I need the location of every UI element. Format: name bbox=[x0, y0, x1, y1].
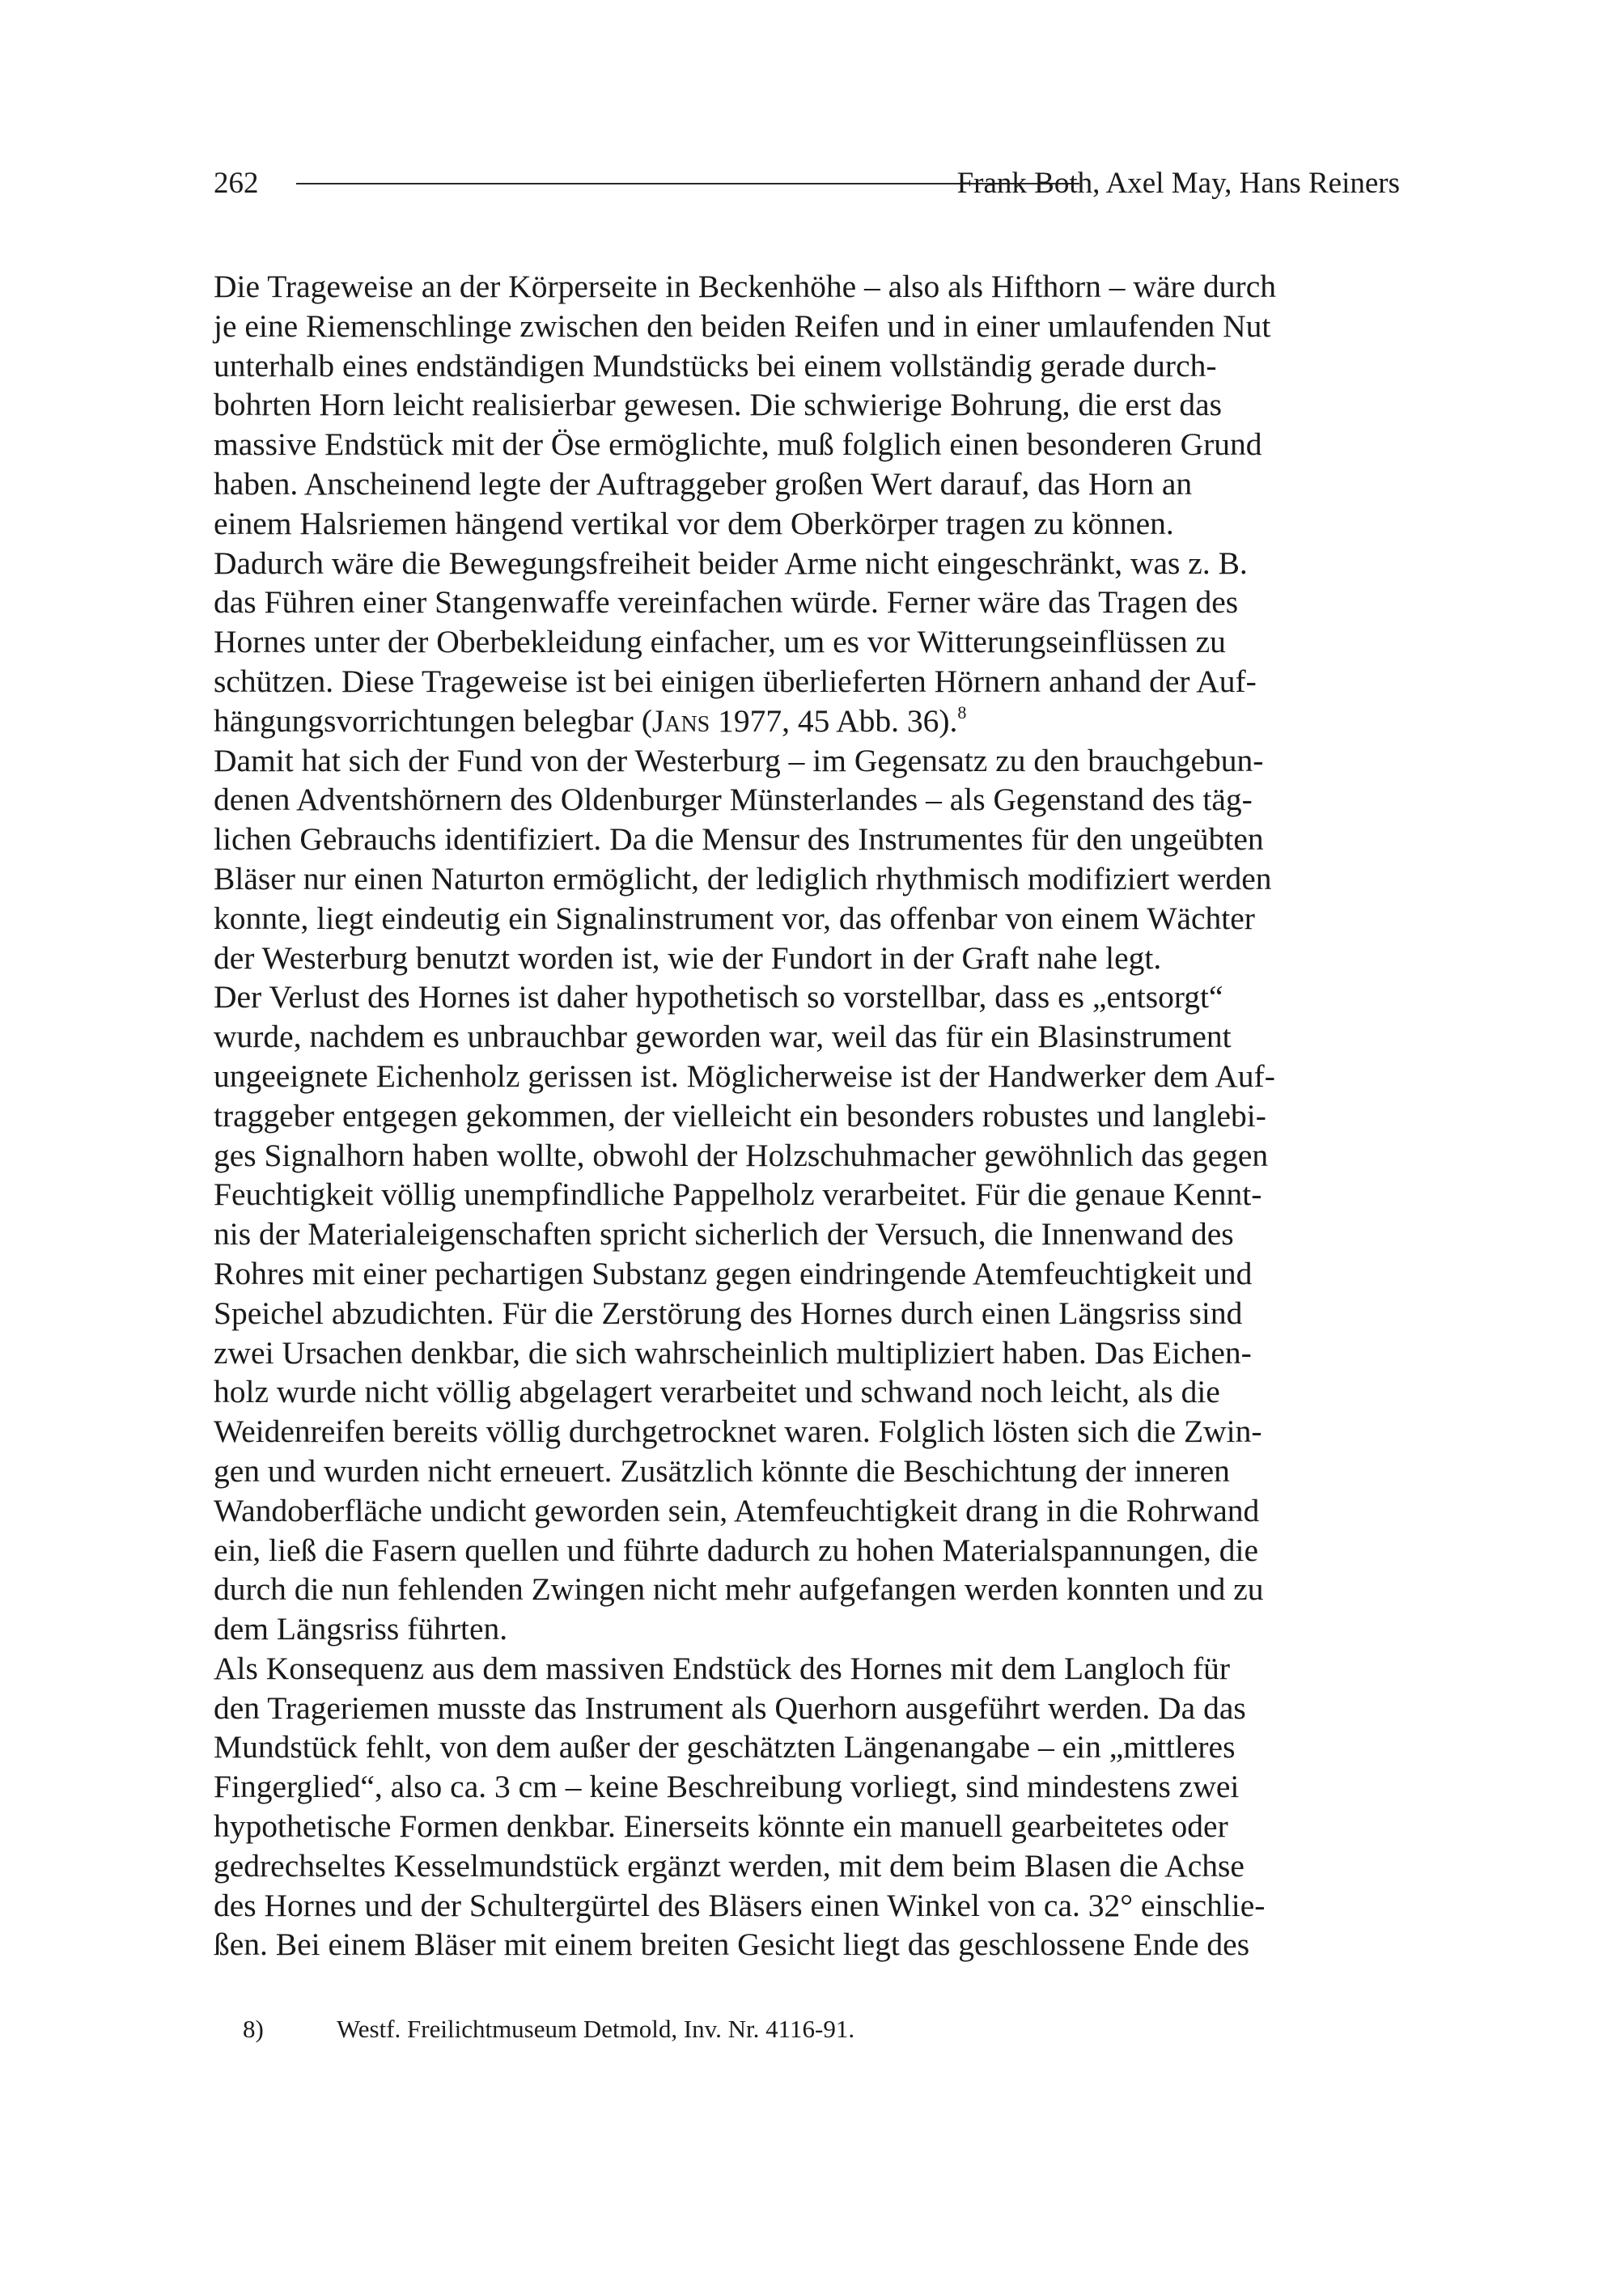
text-line: Speichel abzudichten. Für die Zerstörung des Hornes durch einen Längsriss sind bbox=[214, 1295, 1243, 1331]
text-line: Bläser nur einen Naturton ermöglicht, der lediglich rhythmisch modifiziert werden bbox=[214, 860, 1272, 896]
paragraph bbox=[214, 741, 1400, 978]
text-line: ungeeignete Eichenholz gerissen ist. Möglicherweise ist der Handwerker dem Auf- bbox=[214, 1057, 1275, 1094]
text-line: Dadurch wäre die Bewegungsfreiheit beider Arme nicht eingeschränkt, was z. B. bbox=[214, 545, 1248, 581]
footnote-marker: 8) bbox=[243, 2015, 264, 2043]
text-line: holz wurde nicht völlig abgelagert verarbeitet und schwand noch leicht, als die bbox=[214, 1374, 1220, 1410]
text-line: den Trageriemen musste das Instrument als Querhorn ausgeführt werden. Da das bbox=[214, 1689, 1246, 1726]
footnote-text: Westf. Freilichtmuseum Detmold, Inv. Nr. 4116-91. bbox=[337, 2015, 855, 2043]
text-line: des Hornes und der Schultergürtel des Bläsers einen Winkel von ca. 32° einschlie- bbox=[214, 1887, 1266, 1923]
paragraph bbox=[214, 267, 1400, 741]
text-line: zwei Ursachen denkbar, die sich wahrscheinlich multipliziert haben. Das Eichen- bbox=[214, 1334, 1252, 1371]
text-line: einem Halsriemen hängend vertikal vor dem Oberkörper tragen zu können. bbox=[214, 505, 1174, 541]
page-number: 262 bbox=[214, 167, 259, 200]
text-line: bohrten Horn leicht realisierbar gewesen. Die schwierige Bohrung, die erst das bbox=[214, 387, 1223, 423]
text-line: Die Trageweise an der Körperseite in Beckenhöhe – also als Hifthorn – wäre durch bbox=[214, 269, 1276, 304]
paragraph bbox=[214, 977, 1400, 1649]
text-line: 1977, 45 Abb. 36). bbox=[710, 702, 958, 739]
text-line: der Westerburg benutzt worden ist, wie der Fundort in der Graft nahe legt. bbox=[214, 939, 1162, 976]
text-line: haben. Anscheinend legte der Auftraggeber großen Wert darauf, das Horn an bbox=[214, 465, 1193, 502]
text-line: denen Adventshörnern des Oldenburger Münsterlandes – als Gegenstand des täg- bbox=[214, 782, 1253, 818]
text-line: Rohres mit einer pechartigen Substanz gegen eindringende Atemfeuchtigkeit und bbox=[214, 1255, 1253, 1291]
text-line: massive Endstück mit der Öse ermöglichte, muß folglich einen besonderen Grund bbox=[214, 426, 1262, 463]
text-line: hypothetische Formen denkbar. Einerseits könnte ein manuell gearbeitetes oder bbox=[214, 1808, 1228, 1845]
text-line: ein, ließ die Fasern quellen und führte dadurch zu hohen Materialspannungen, die bbox=[214, 1532, 1259, 1568]
page-header bbox=[214, 163, 1400, 204]
text-line: ßen. Bei einem Bläser mit einem breiten Gesicht liegt das geschlossene Ende des bbox=[214, 1926, 1250, 1963]
text-line: durch die nun fehlenden Zwingen nicht mehr aufgefangen werden konnten und zu bbox=[214, 1571, 1264, 1608]
text-line: ges Signalhorn haben wollte, obwohl der Holzschuhmacher gewöhnlich das gegen bbox=[214, 1137, 1269, 1173]
text-line: das Führen einer Stangenwaffe vereinfachen würde. Ferner wäre das Tragen des bbox=[214, 584, 1239, 621]
text-line: Fingerglied“, also ca. 3 cm – keine Beschreibung vorliegt, sind mindestens zwei bbox=[214, 1769, 1240, 1805]
footnote bbox=[243, 2013, 1400, 2045]
body-text bbox=[214, 267, 1400, 1965]
text-line: lichen Gebrauchs identifiziert. Da die Mensur des Instrumentes für den ungeübten bbox=[214, 821, 1264, 858]
paragraph bbox=[214, 1649, 1400, 1965]
text-line: gedrechseltes Kesselmundstück ergänzt werden, mit dem beim Blasen die Achse bbox=[214, 1847, 1245, 1884]
footnote-reference: 8 bbox=[957, 701, 967, 723]
text-line: dem Längsriss führten. bbox=[214, 1611, 508, 1647]
text-line: je eine Riemenschlinge zwischen den beiden Reifen und in einer umlaufenden Nut bbox=[214, 307, 1271, 344]
text-line: gen und wurden nicht erneuert. Zusätzlich könnte die Beschichtung der inneren bbox=[214, 1452, 1230, 1489]
text-line: Damit hat sich der Fund von der Westerburg – im Gegensatz zu den brauchgebun- bbox=[214, 742, 1264, 778]
text-line: Hornes unter der Oberbekleidung einfacher, um es vor Witterungseinflüssen zu bbox=[214, 624, 1226, 660]
text-line: nis der Materialeigenschaften spricht sicherlich der Versuch, die Innenwand des bbox=[214, 1216, 1234, 1252]
text-line: Der Verlust des Hornes ist daher hypothetisch so vorstellbar, dass es „entsorgt“ bbox=[214, 979, 1223, 1015]
text-line: Mundstück fehlt, von dem außer der geschätzten Längenangabe – ein „mittleres bbox=[214, 1729, 1236, 1765]
text-line: konnte, liegt eindeutig ein Signalinstrument vor, das offenbar von einem Wächter bbox=[214, 900, 1255, 936]
text-line: hängungsvorrichtungen belegbar ( bbox=[214, 702, 652, 739]
citation-author: Jans bbox=[651, 702, 710, 739]
running-head-authors: Frank Both, Axel May, Hans Reiners bbox=[956, 167, 1400, 200]
text-line: wurde, nachdem es unbrauchbar geworden war, weil das für ein Blasinstrument bbox=[214, 1019, 1232, 1055]
text-line: traggeber entgegen gekommen, der vielleicht ein besonders robustes und langlebi- bbox=[214, 1097, 1266, 1134]
text-line: Als Konsequenz aus dem massiven Endstück des Hornes mit dem Langloch für bbox=[214, 1650, 1231, 1686]
text-line: unterhalb eines endständigen Mundstücks bei einem vollständig gerade durch- bbox=[214, 347, 1217, 384]
text-line: schützen. Diese Trageweise ist bei einigen überlieferten Hörnern anhand der Auf- bbox=[214, 663, 1257, 699]
text-line: Wandoberfläche undicht geworden sein, Atemfeuchtigkeit drang in die Rohrwand bbox=[214, 1492, 1260, 1528]
text-line: Weidenreifen bereits völlig durchgetrocknet waren. Folglich lösten sich die Zwin- bbox=[214, 1414, 1262, 1450]
text-line: Feuchtigkeit völlig unempfindliche Pappelholz verarbeitet. Für die genaue Kennt- bbox=[214, 1176, 1262, 1213]
